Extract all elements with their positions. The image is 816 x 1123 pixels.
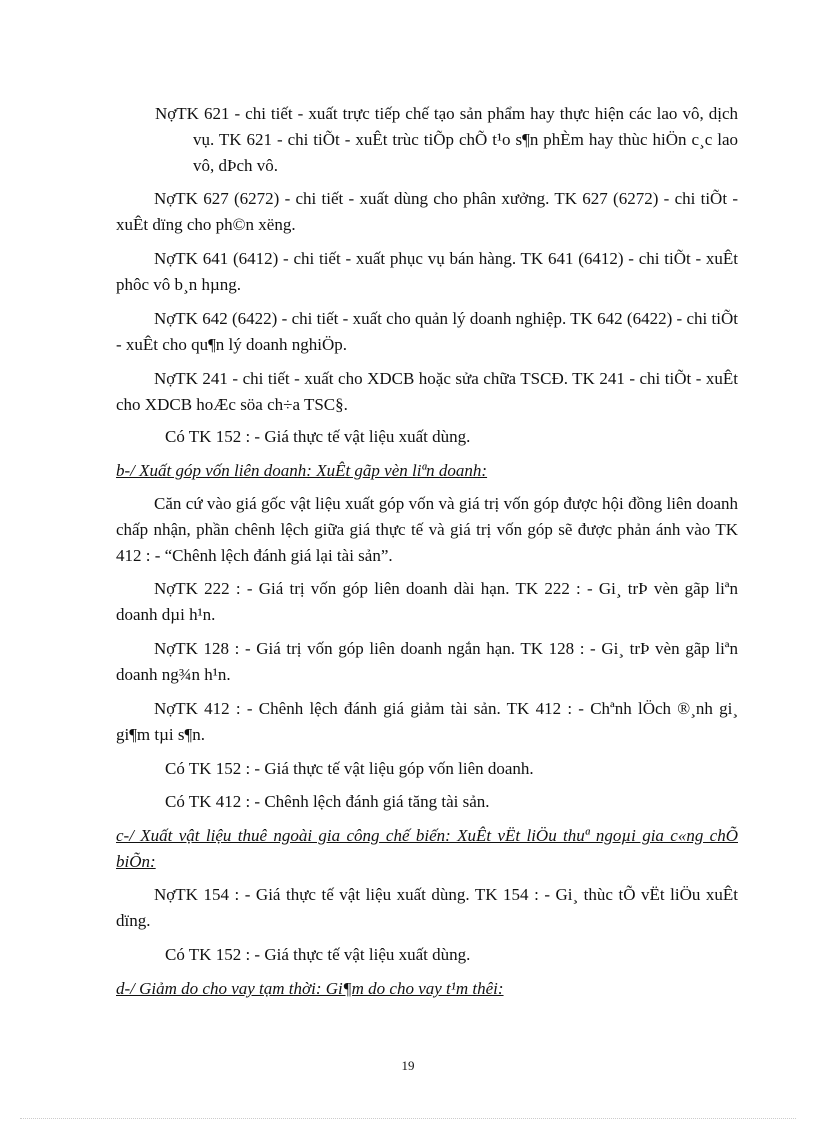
entry-no-tk-412: NợTK 412 : - Chênh lệch đánh giá giảm tài sản. TK 412 : - Chªnh lÖch ®¸nh gi¸ gi¶m tµi s¶n. bbox=[116, 699, 738, 744]
entry-no-tk-627: NợTK 627 (6272) - chi tiết - xuất dùng cho phân xưởng. TK 627 (6272) - chi tiÕt - xuÊt dïng cho ph©n xëng. bbox=[116, 189, 738, 234]
entry-no-tk-641: NợTK 641 (6412) - chi tiết - xuất phục vụ bán hàng. TK 641 (6412) - chi tiÕt - xuÊt phôc vô b¸n hµng. bbox=[116, 249, 738, 294]
entry-no-tk-621: NợTK 621 - chi tiết - xuất trực tiếp chế tạo sản phẩm hay thực hiện các lao vô, dịch vụ. TK 621 - chi tiÕt - xuÊt trùc tiÕp chÕ t¹o s¶n phÈm hay thùc hiÖn c¸c lao vô, dÞch vô. bbox=[155, 104, 738, 175]
entry-co-tk-412: Có TK 412 : - Chênh lệch đánh giá tăng tài sản. bbox=[165, 792, 490, 811]
heading-giam-cho-vay: d-/ Giảm do cho vay tạm thời: Gi¶m do cho vay t¹m thêi: bbox=[116, 979, 504, 998]
entry-no-tk-128: NợTK 128 : - Giá trị vốn góp liên doanh ngắn hạn. TK 128 : - Gi¸ trÞ vèn gãp liªn doanh ng¾n h¹n. bbox=[116, 639, 738, 684]
entry-no-tk-154: NợTK 154 : - Giá thực tế vật liệu xuất dùng. TK 154 : - Gi¸ thùc tÕ vËt liÖu xuÊt dïng. bbox=[116, 885, 738, 930]
entry-co-tk-152-b: Có TK 152 : - Giá thực tế vật liệu góp vốn liên doanh. bbox=[165, 759, 534, 778]
page-number: 19 bbox=[401, 1058, 415, 1073]
entry-co-tk-152-c: Có TK 152 : - Giá thực tế vật liệu xuất dùng. bbox=[165, 945, 471, 964]
entry-no-tk-642: NợTK 642 (6422) - chi tiết - xuất cho quản lý doanh nghiệp. TK 642 (6422) - chi tiÕt - xuÊt cho qu¶n lý doanh nghiÖp. bbox=[116, 309, 738, 354]
paragraph-can-cu: Căn cứ vào giá gốc vật liệu xuất góp vốn và giá trị vốn góp được hội đồng liên doanh chấp nhận, phần chênh lệch giữa giá thực tế và giá trị vốn góp sẽ được phản ánh vào TK 412 : - “Chênh lệch đánh giá lại tài sản”. bbox=[116, 494, 738, 565]
heading-xuat-gop-von: b-/ Xuất góp vốn liên doanh: XuÊt gãp vèn liªn doanh: bbox=[116, 461, 488, 480]
entry-no-tk-222: NợTK 222 : - Giá trị vốn góp liên doanh dài hạn. TK 222 : - Gi¸ trÞ vèn gãp liªn doanh dµi h¹n. bbox=[116, 579, 738, 624]
page-bottom-rule bbox=[20, 1118, 796, 1119]
entry-co-tk-152-a: Có TK 152 : - Giá thực tế vật liệu xuất dùng. bbox=[165, 427, 471, 446]
heading-xuat-thue-ngoai: c-/ Xuất vật liệu thuê ngoài gia công chế biến: XuÊt vËt liÖu thuª ngoµi gia c«ng chÕ biÕn: bbox=[116, 826, 738, 871]
entry-no-tk-241: NợTK 241 - chi tiết - xuất cho XDCB hoặc sửa chữa TSCĐ. TK 241 - chi tiÕt - xuÊt cho XDCB hoÆc söa ch÷a TSC§. bbox=[116, 369, 738, 414]
